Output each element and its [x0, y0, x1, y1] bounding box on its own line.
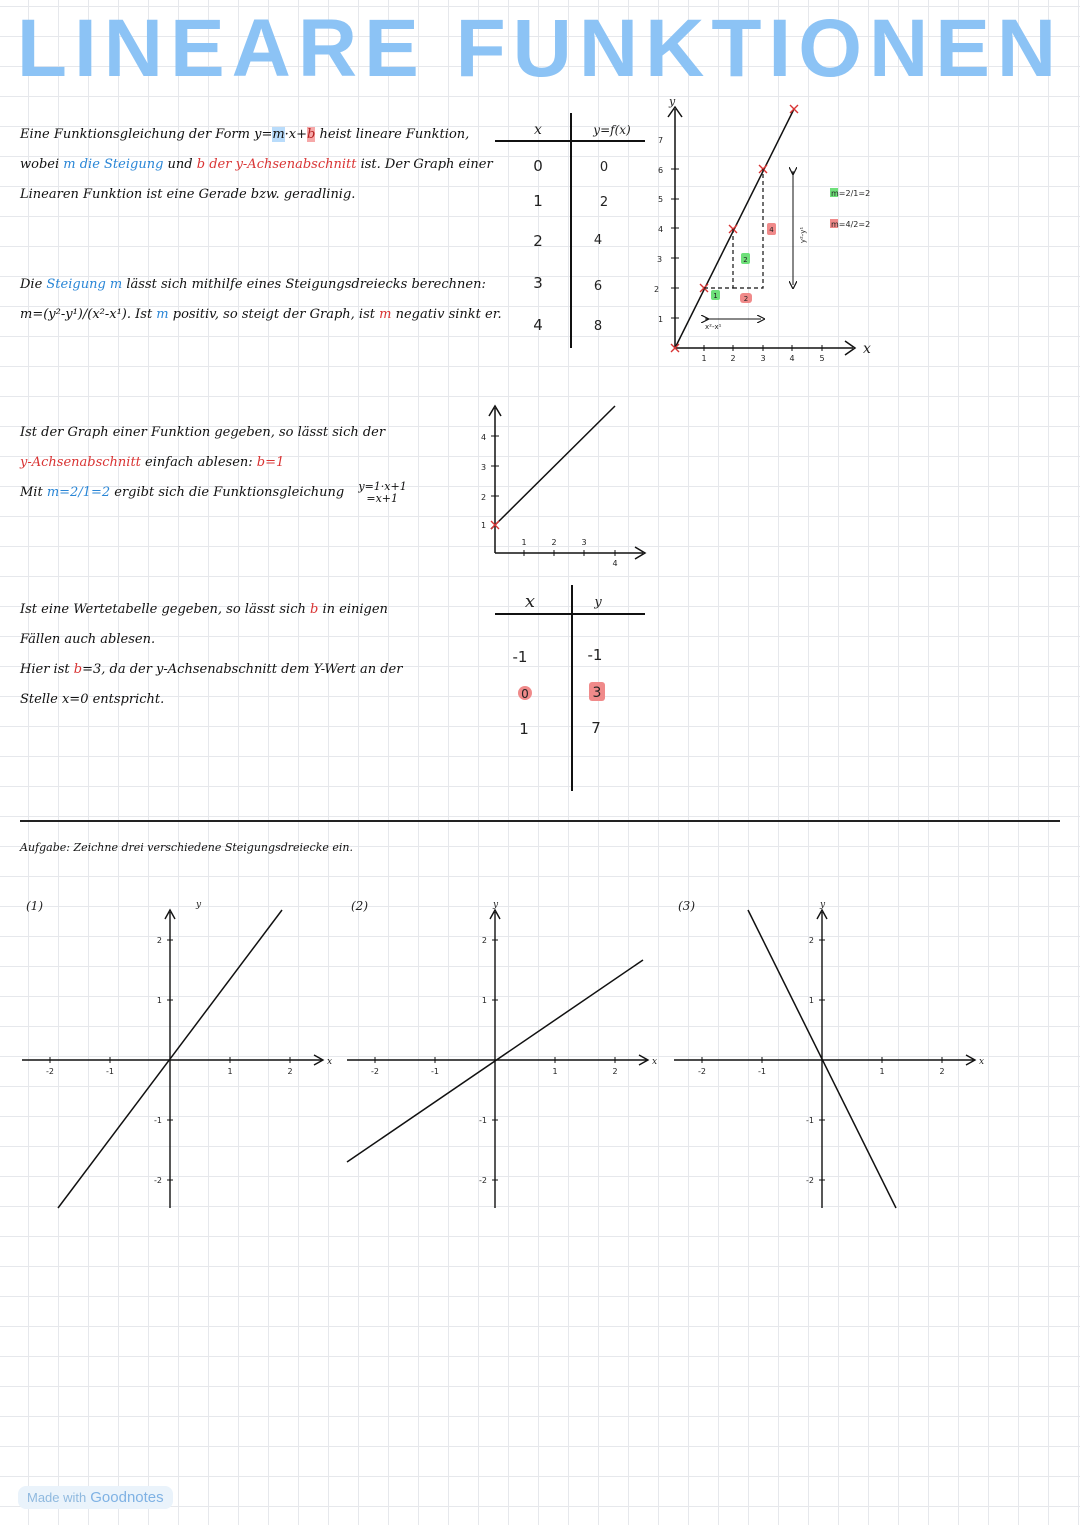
svg-text:y: y — [820, 900, 826, 910]
y-tick: 4 — [481, 433, 487, 442]
svg-text:-2: -2 — [806, 1176, 814, 1185]
svg-text:6: 6 — [593, 279, 603, 294]
table-given-line-3: Hier ist b=3, da der y-Achsenabschnitt dem Y-Wert an der — [20, 662, 403, 677]
svg-text:0: 0 — [533, 157, 543, 175]
svg-text:-2: -2 — [154, 1176, 162, 1185]
intro-line-1: Eine Funktionsgleichung der Form y=m·x+b heist lineare Funktion, — [20, 127, 470, 142]
table2-header-x: x — [524, 591, 536, 612]
svg-text:1: 1 — [481, 996, 487, 1005]
svg-text:0: 0 — [599, 160, 609, 175]
slope-line-2: m=(y²-y¹)/(x²-x¹). Ist m positiv, so steigt der Graph, ist m negativ sinkt er. — [20, 307, 502, 322]
slope-green-label: m=2/1=2 — [831, 189, 871, 198]
x-tick: 3 — [581, 538, 587, 547]
svg-text:-1: -1 — [431, 1067, 439, 1076]
y-axis-label: y — [669, 95, 676, 108]
equation-1: y=1·x+1 — [358, 479, 407, 493]
intro-line-3: Linearen Funktion ist eine Gerade bzw. geradlinig. — [20, 187, 356, 202]
table2-row — [519, 719, 601, 738]
task-label: Aufgabe: Zeichne drei verschiedene Steigungsdreiecke ein. — [20, 841, 353, 854]
slope-paragraph — [20, 270, 502, 330]
y-tick: 3 — [657, 255, 663, 264]
graph-slope-triangle — [645, 95, 885, 365]
x-axis-label: x — [863, 341, 871, 357]
y-tick: 2 — [481, 493, 487, 502]
svg-text:2: 2 — [612, 1067, 618, 1076]
y-tick: 1 — [481, 521, 487, 530]
x-tick: 4 — [789, 354, 795, 363]
y-tick: 4 — [658, 225, 664, 234]
svg-text:3: 3 — [592, 685, 602, 701]
value-table-2 — [490, 583, 650, 795]
slope-line-1: Die Steigung m lässt sich mithilfe eines Steigungsdreiecks berechnen: — [20, 277, 486, 292]
x-tick: 4 — [612, 559, 618, 568]
graph-y-intercept — [475, 400, 655, 575]
y-tick: 2 — [654, 285, 660, 294]
dx-label: x²-x¹ — [705, 323, 722, 331]
svg-text:1: 1 — [519, 720, 529, 738]
exercise-graph-2 — [345, 888, 665, 1218]
svg-text:1: 1 — [156, 996, 162, 1005]
svg-text:x: x — [327, 1057, 333, 1067]
table-given-line-2: Fällen auch ablesen. — [20, 632, 156, 647]
goodnotes-watermark: Made with Goodnotes — [18, 1486, 173, 1509]
x-tick: 1 — [521, 538, 527, 547]
svg-text:x: x — [652, 1057, 658, 1067]
table2-row — [513, 646, 603, 666]
svg-text:2: 2 — [156, 936, 162, 945]
red-dy-box: 4 — [769, 226, 774, 234]
graph-number: (2) — [351, 899, 368, 913]
svg-text:4: 4 — [533, 316, 543, 334]
svg-text:x: x — [979, 1057, 985, 1067]
x-tick: 5 — [819, 354, 825, 363]
y-tick: 3 — [481, 463, 487, 472]
graph-given-line-2: y-Achsenabschnitt einfach ablesen: b=1 — [20, 455, 285, 470]
graph-given-paragraph — [20, 418, 407, 508]
red-dx-box: 2 — [743, 295, 749, 303]
table-given-paragraph — [20, 595, 402, 715]
table2-row — [518, 682, 605, 701]
svg-text:-1: -1 — [154, 1116, 162, 1125]
page-title: LINEARE FUNKTIONEN — [16, 3, 1064, 94]
svg-text:2: 2 — [533, 232, 543, 250]
y-tick: 1 — [658, 315, 664, 324]
svg-text:-1: -1 — [479, 1116, 487, 1125]
y-tick: 6 — [658, 166, 664, 175]
svg-text:7: 7 — [591, 719, 601, 737]
y-tick: 5 — [658, 195, 664, 204]
svg-text:1: 1 — [808, 996, 814, 1005]
graph-given-line-1: Ist der Graph einer Funktion gegeben, so lässt sich der — [20, 425, 386, 440]
x-tick: 2 — [551, 538, 557, 547]
table-given-line-1: Ist eine Wertetabelle gegeben, so lässt sich b in einigen — [20, 602, 388, 617]
table1-row — [533, 232, 602, 250]
intro-line-2: wobei m die Steigung und b der y-Achsenabschnitt ist. Der Graph einer — [20, 157, 493, 172]
green-dy-box: 2 — [743, 256, 748, 264]
x-tick: 3 — [760, 354, 766, 363]
svg-text:-1: -1 — [587, 646, 603, 664]
exercise-graph-3 — [672, 888, 992, 1218]
svg-text:2: 2 — [481, 936, 487, 945]
x-tick: 1 — [701, 354, 707, 363]
svg-text:2: 2 — [808, 936, 814, 945]
y-tick: 7 — [658, 136, 664, 145]
value-table-1 — [490, 108, 650, 353]
svg-text:-1: -1 — [106, 1067, 114, 1076]
slope-red-label: m=4/2=2 — [831, 220, 871, 229]
function-line — [491, 406, 615, 529]
svg-text:1: 1 — [227, 1067, 233, 1076]
dy-label: y²-y¹ — [799, 226, 807, 244]
graph-given-line-3: Mit m=2/1=2 ergibt sich die Funktionsgleichung y=1·x+1 =x+1 — [20, 479, 407, 505]
table1-header-x: x — [534, 122, 542, 138]
equation-2: =x+1 — [366, 491, 398, 505]
svg-text:-2: -2 — [371, 1067, 379, 1076]
svg-text:8: 8 — [593, 319, 603, 334]
x-tick: 2 — [730, 354, 736, 363]
svg-text:-1: -1 — [806, 1116, 814, 1125]
svg-text:2: 2 — [939, 1067, 945, 1076]
graph-number: (1) — [26, 899, 43, 913]
svg-text:2: 2 — [287, 1067, 293, 1076]
svg-text:-1: -1 — [512, 648, 528, 666]
table2-header-y: y — [594, 595, 602, 610]
svg-text:1: 1 — [879, 1067, 885, 1076]
svg-text:y: y — [493, 900, 499, 910]
section-divider — [20, 820, 1060, 822]
svg-text:-2: -2 — [479, 1176, 487, 1185]
svg-text:2: 2 — [599, 195, 609, 210]
function-line — [675, 109, 794, 348]
svg-text:0: 0 — [521, 687, 529, 701]
exercise-graph-1 — [20, 888, 340, 1218]
svg-text:4: 4 — [593, 233, 603, 248]
svg-text:3: 3 — [533, 274, 543, 292]
graph-number: (3) — [678, 899, 695, 913]
svg-text:-2: -2 — [46, 1067, 54, 1076]
svg-text:1: 1 — [552, 1067, 558, 1076]
svg-text:-1: -1 — [758, 1067, 766, 1076]
svg-text:-2: -2 — [698, 1067, 706, 1076]
table1-header-y: y=f(x) — [593, 123, 631, 137]
green-dx-box: 1 — [713, 292, 718, 300]
intro-paragraph — [20, 120, 493, 210]
svg-text:1: 1 — [533, 192, 543, 210]
table1-row — [533, 274, 602, 294]
svg-text:y: y — [196, 900, 202, 910]
table1-row — [533, 316, 602, 334]
table-given-line-4: Stelle x=0 entspricht. — [20, 692, 165, 707]
